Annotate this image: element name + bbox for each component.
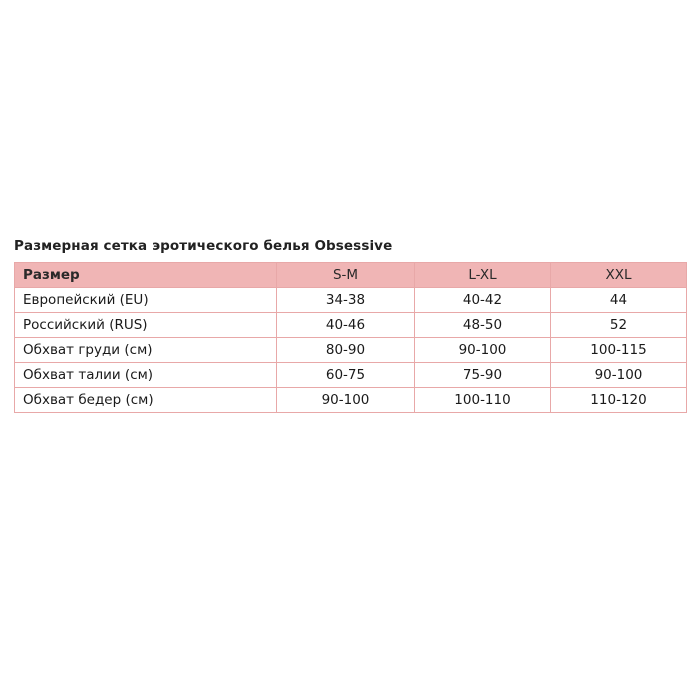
cell-value: 60-75 bbox=[277, 363, 415, 388]
table-row bbox=[15, 363, 687, 388]
cell-value: 34-38 bbox=[277, 288, 415, 313]
cell-value: 100-110 bbox=[415, 388, 551, 413]
table-row bbox=[15, 338, 687, 363]
column-header-l-xl: L-XL bbox=[415, 263, 551, 288]
cell-value: 90-100 bbox=[415, 338, 551, 363]
cell-value: 110-120 bbox=[551, 388, 687, 413]
column-header-s-m: S-M bbox=[277, 263, 415, 288]
row-label: Обхват бедер (см) bbox=[15, 388, 277, 413]
table-row bbox=[15, 313, 687, 338]
column-header-size: Размер bbox=[15, 263, 277, 288]
cell-value: 44 bbox=[551, 288, 687, 313]
cell-value: 40-46 bbox=[277, 313, 415, 338]
size-chart-block bbox=[14, 238, 686, 413]
size-chart-table bbox=[14, 262, 687, 413]
cell-value: 75-90 bbox=[415, 363, 551, 388]
table-row bbox=[15, 388, 687, 413]
cell-value: 52 bbox=[551, 313, 687, 338]
table-body bbox=[15, 288, 687, 413]
table-row bbox=[15, 288, 687, 313]
cell-value: 40-42 bbox=[415, 288, 551, 313]
row-label: Обхват талии (см) bbox=[15, 363, 277, 388]
row-label: Обхват груди (см) bbox=[15, 338, 277, 363]
table-caption: Размерная сетка эротического белья Obsessive bbox=[14, 238, 393, 254]
cell-value: 90-100 bbox=[277, 388, 415, 413]
cell-value: 80-90 bbox=[277, 338, 415, 363]
cell-value: 48-50 bbox=[415, 313, 551, 338]
cell-value: 90-100 bbox=[551, 363, 687, 388]
header-row bbox=[15, 263, 687, 288]
column-header-xxl: XXL bbox=[551, 263, 687, 288]
row-label: Российский (RUS) bbox=[15, 313, 277, 338]
cell-value: 100-115 bbox=[551, 338, 687, 363]
row-label: Европейский (EU) bbox=[15, 288, 277, 313]
table-header bbox=[15, 263, 687, 288]
